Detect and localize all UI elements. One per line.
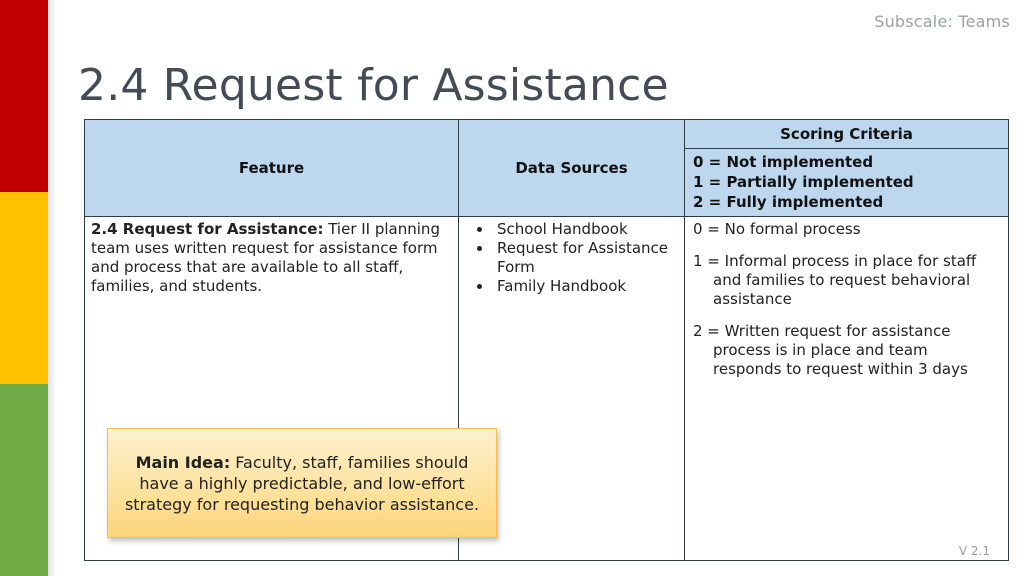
strip-shadow xyxy=(48,0,56,576)
main-idea-text xyxy=(122,452,482,515)
scoring-criteria-title: Scoring Criteria xyxy=(685,120,1008,149)
main-idea-callout xyxy=(107,428,497,538)
scoring-level-2: 2 = Fully implemented xyxy=(693,193,884,211)
tier-yellow-band xyxy=(0,192,48,384)
scoring-level-0: 0 = Not implemented xyxy=(693,153,874,171)
scoring-level-1: 1 = Partially implemented xyxy=(693,173,914,191)
data-source-item: • Request for Assistance Form xyxy=(493,239,678,277)
feature-label: 2.4 Request for Assistance: xyxy=(91,220,324,238)
main-idea-label: Main Idea: xyxy=(135,452,231,472)
scoring-criteria-column-header xyxy=(685,120,1008,216)
tier-green-band xyxy=(0,384,48,576)
page-title: 2.4 Request for Assistance xyxy=(78,60,669,111)
data-source-item: • School Handbook xyxy=(493,220,678,239)
data-sources-list xyxy=(467,220,678,296)
tier-color-strip xyxy=(0,0,48,576)
scoring-levels xyxy=(685,149,1008,215)
feature-column-header: Feature xyxy=(85,120,459,216)
main-idea-body: Faculty, staff, families should have a highly predictable, and low-effort strategy for requesting behavior assistance. xyxy=(124,452,480,514)
scoring-criteria-cell xyxy=(685,217,1008,560)
table-header-row xyxy=(85,120,1008,217)
data-sources-column-header: Data Sources xyxy=(459,120,685,216)
data-source-item: • Family Handbook xyxy=(493,277,678,296)
version-label: V 2.1 xyxy=(958,544,990,558)
criterion-0: 0 = No formal process xyxy=(693,220,861,238)
feature-description: Tier II planning team uses written request for assistance form and process that are available to all staff, families, and students. xyxy=(91,220,440,295)
tier-red-band xyxy=(0,0,48,192)
criterion-1: 1 = Informal process in place for staff and families to request behavioral assistance xyxy=(693,252,977,308)
criterion-2: 2 = Written request for assistance process is in place and team responds to request within 3 days xyxy=(693,322,968,378)
subscale-label: Subscale: Teams xyxy=(874,12,1010,31)
